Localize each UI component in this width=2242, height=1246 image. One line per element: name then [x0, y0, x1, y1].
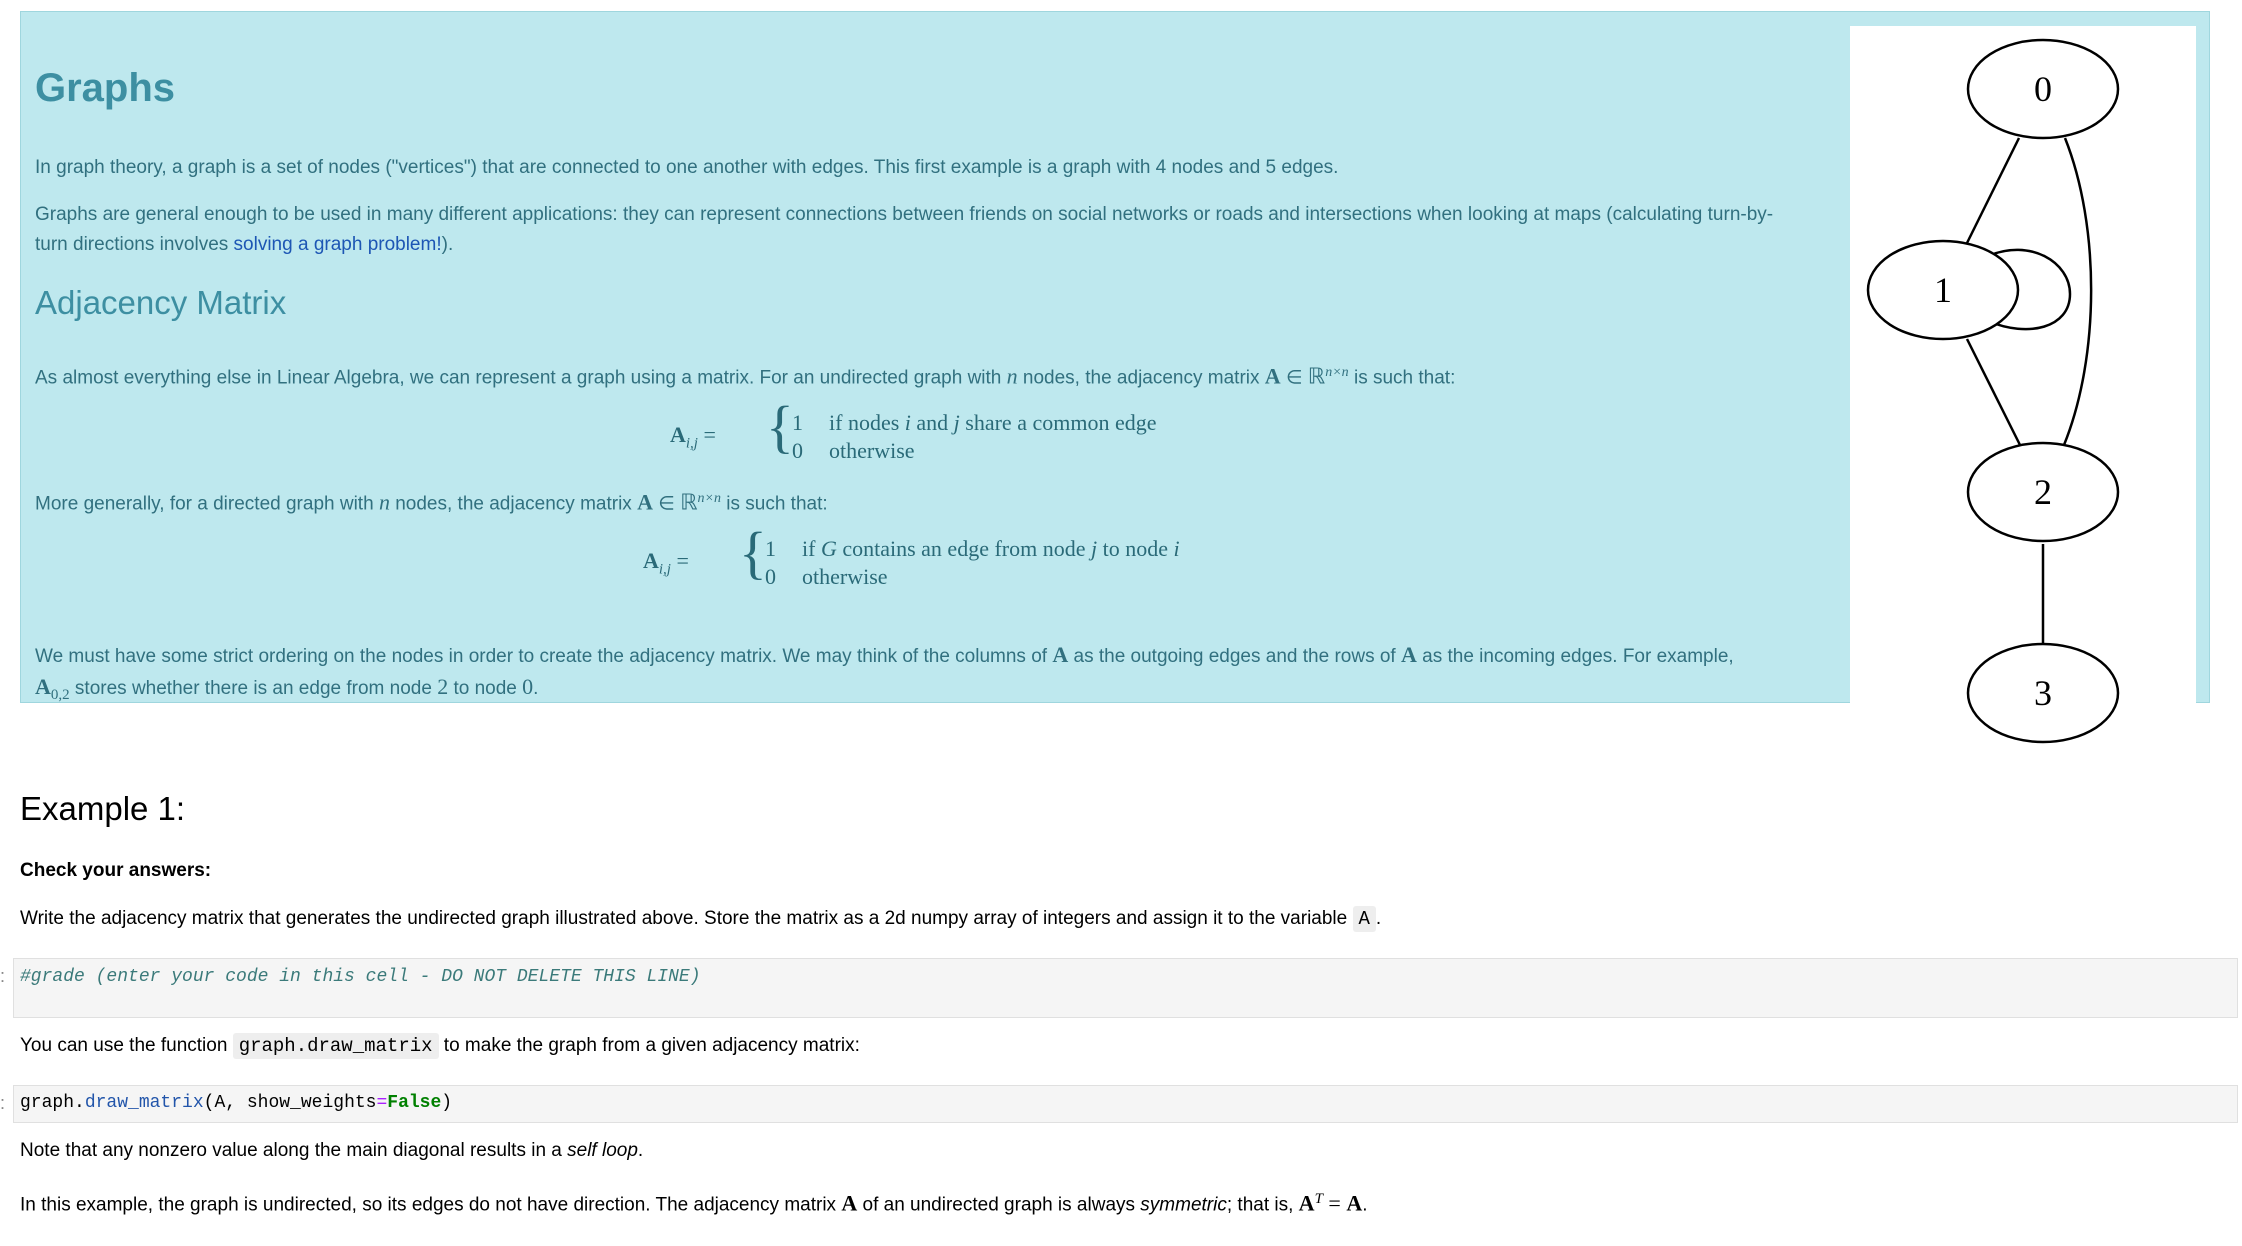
grade-code-cell[interactable]: [13, 958, 2238, 1018]
eq2-row1: 1 if G contains an edge from node j to node i: [765, 536, 1180, 561]
node-label-1: 1: [1934, 270, 1952, 310]
draw-matrix-call: graph.draw_matrix(A, show_weights=False): [20, 1093, 453, 1113]
cell-prompt-2: :: [0, 1093, 6, 1113]
graph-figure: [1850, 26, 2196, 744]
node-label-3: 3: [2034, 673, 2052, 713]
eq1-row1: 1 if nodes i and j share a common edge: [792, 410, 1157, 435]
instructions-paragraph: Write the adjacency matrix that generates the undirected graph illustrated above. Store the matrix as a 2d numpy array of integers and assign it to the variable A .: [20, 908, 1382, 930]
draw-matrix-code-cell[interactable]: [13, 1085, 2238, 1123]
edge-0-2: [2064, 138, 2091, 445]
eq2-row2: 0 otherwise: [765, 564, 888, 589]
draw-matrix-code: graph.draw_matrix: [233, 1033, 439, 1059]
edge-0-1: [1967, 138, 2019, 243]
undirected-definition: As almost everything else in Linear Algebra, we can represent a graph using a matrix. For an undirected graph with n nodes, the adjacency matrix A ∈ ℝ$^{n\times n}$ is such that:: [35, 363, 1456, 389]
draw-matrix-paragraph: You can use the function graph.draw_matrix to make the graph from a given adjacency matrix:: [20, 1035, 860, 1057]
info-callout: Graphs In graph theory, a graph is a set of nodes ("vertices") that are connected to one another with edges. This first example is a graph with 4 nodes and 5 edges. Graphs are general enough to be used in many different applications: they can represent connections between friends on social networks or roads and intersections when looking at maps (calculating turn-by-turn directions involves solving a graph problem!). Adjacency Matrix As almost everything else in Linear Algebra, we can represent a graph using a matrix. For an undirected graph with n nodes, the adjacency matrix A ∈ ℝ$^{n\times n}$ is such that: $A_{i,j}$ = { 1 if nodes i and j share a common edge 0 otherwise More generally, for a directed graph with n nodes, the adjacency matrix A ∈ ℝ$^{n\times n}$ is such that: $A_{i,j}$ = { 1 if G contains an edge from node j to node i 0 otherwise We must have some strict ordering on the nodes in order to create the adjacency matrix. We may think of the columns of A as the outgoing edges and the rows of A as the incoming edges. For example, $A_{0,2}$ stores whether there is an edge from node 2 to node 0.: [20, 11, 2210, 703]
node-label-0: 0: [2034, 69, 2052, 109]
adjacency-matrix-heading: Adjacency Matrix: [35, 284, 287, 321]
variable-a-code: A: [1353, 906, 1376, 932]
page-title: Graphs: [35, 66, 176, 110]
grade-comment: #grade (enter your code in this cell - DO NOT DELETE THIS LINE): [20, 967, 701, 987]
cell-prompt: :: [0, 966, 6, 986]
graph-svg: [1850, 26, 2196, 744]
graph-problem-link[interactable]: solving a graph problem!: [233, 234, 442, 255]
node-label-2: 2: [2034, 472, 2052, 512]
directed-definition: More generally, for a directed graph with n nodes, the adjacency matrix A ∈ ℝ$^{n\times n}$ is such that:: [35, 489, 828, 515]
check-answers-label: Check your answers:: [20, 860, 212, 881]
applications-paragraph: Graphs are general enough to be used in many different applications: they can represent connections between friends on social networks or roads and intersections when looking at maps (calculating turn-by-turn directions involves solving a graph problem!).: [35, 204, 1774, 255]
intro-paragraph: In graph theory, a graph is a set of nodes ("vertices") that are connected to one another with edges. This first example is a graph with 4 nodes and 5 edges.: [35, 157, 1339, 178]
ordering-paragraph: We must have some strict ordering on the nodes in order to create the adjacency matrix. We may think of the columns of A as the outgoing edges and the rows of A as the incoming edges. For example, $A_{0,2}$ stores whether there is an edge from node 2 to node 0.: [35, 642, 1734, 703]
symmetry-paragraph: In this example, the graph is undirected, so its edges do not have direction. The adjacency matrix A of an undirected graph is always symmetric; that is, $A^T = A$.: [20, 1190, 1368, 1216]
eq1-row2: 0 otherwise: [792, 438, 915, 463]
self-loop-note: Note that any nonzero value along the main diagonal results in a self loop.: [20, 1140, 644, 1161]
example-heading: Example 1:: [20, 790, 186, 827]
edge-1-2: [1967, 339, 2020, 445]
